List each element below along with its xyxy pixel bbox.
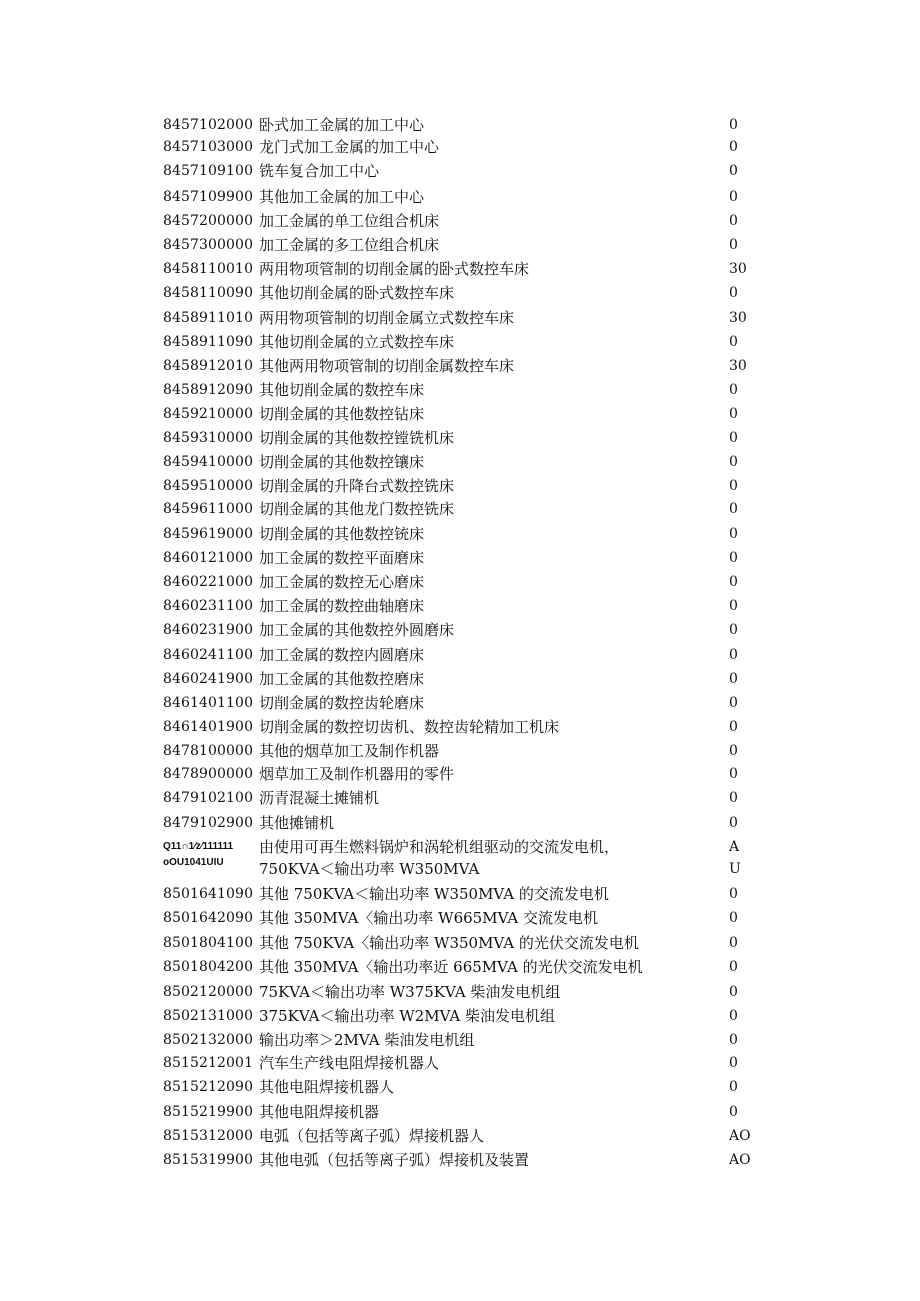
table-row <box>0 1100 920 1124</box>
table-row <box>0 762 920 786</box>
table-row <box>0 786 920 810</box>
row-code: 8457200000 <box>163 213 254 229</box>
row-code: 8458110010 <box>163 261 254 277</box>
row-description: 输出功率＞2MVA 柴油发电机组 <box>259 1031 475 1049</box>
row-description: 其他切削金属的立式数控车床 <box>259 333 455 351</box>
row-description: 烟草加工及制作机器用的零件 <box>259 765 455 783</box>
row-description: 切削金属的其他龙门数控铣床 <box>259 500 455 518</box>
table-row <box>0 1028 920 1052</box>
row-code: 8502120000 <box>163 984 254 1000</box>
row-description: 75KVA＜输出功率 W375KVA 柴油发电机组 <box>259 983 561 1001</box>
table-row <box>0 378 920 402</box>
table-row <box>0 594 920 618</box>
row-description: 其他的烟草加工及制作机器 <box>259 742 440 760</box>
table-row <box>0 354 920 378</box>
row-rate: 0 <box>729 139 738 155</box>
row-description: 加工金属的其他数控磨床 <box>259 670 425 688</box>
table-row <box>0 426 920 450</box>
row-description: 其他 350MVA〈输出功率近 665MVA 的光伏交流发电机 <box>259 958 643 976</box>
table-row <box>0 185 920 209</box>
table-row <box>0 209 920 233</box>
row-code: 8458110090 <box>163 285 254 301</box>
row-rate: 0 <box>729 1104 738 1120</box>
row-rate: 0 <box>729 959 738 975</box>
table-row <box>0 1075 920 1099</box>
row-rate: AO <box>729 1152 751 1168</box>
row-rate: 0 <box>729 719 738 735</box>
row-code: 8515212001 <box>163 1055 254 1071</box>
row-description: 切削金属的数控齿轮磨床 <box>259 694 425 712</box>
table-row <box>0 135 920 159</box>
row-code: 8461401100 <box>163 695 254 711</box>
table-row <box>0 667 920 691</box>
row-code: 8460221000 <box>163 574 254 590</box>
row-description: 其他切削金属的数控车床 <box>259 381 425 399</box>
row-code: 8478900000 <box>163 766 254 782</box>
table-row <box>0 257 920 281</box>
row-description: 375KVA＜输出功率 W2MVA 柴油发电机组 <box>259 1007 555 1025</box>
row-code: 8460121000 <box>163 550 254 566</box>
row-rate: 0 <box>729 550 738 566</box>
row-description: 加工金属的单工位组合机床 <box>259 212 440 230</box>
row-description: 加工金属的数控平面磨床 <box>259 549 425 567</box>
row-rate: 0 <box>729 743 738 759</box>
row-code: 8458911010 <box>163 310 254 326</box>
row-code: 8458912010 <box>163 358 254 374</box>
table-row <box>0 306 920 330</box>
row-rate: 0 <box>729 598 738 614</box>
row-rate: 0 <box>729 790 738 806</box>
row-rate: AO <box>729 1128 751 1144</box>
row-rate: 0 <box>729 935 738 951</box>
row-code: 8457300000 <box>163 237 254 253</box>
row-rate: 0 <box>729 526 738 542</box>
row-code: 8501642090 <box>163 910 254 926</box>
row-description: 切削金属的其他数控钻床 <box>259 405 425 423</box>
row-code: 8515212090 <box>163 1079 254 1095</box>
row-description: 其他摊铺机 <box>259 814 335 832</box>
row-code: 8478100000 <box>163 743 254 759</box>
table-row <box>0 450 920 474</box>
table-row <box>0 402 920 426</box>
row-description: 其他电阻焊接机器 <box>259 1103 380 1121</box>
table-row <box>0 980 920 1004</box>
row-description-line1: 由使用可再生燃料锅炉和涡轮机组驱动的交流发电机， <box>259 838 620 856</box>
row-description: 其他切削金属的卧式数控车床 <box>259 284 455 302</box>
row-rate: 0 <box>729 501 738 517</box>
table-row <box>0 330 920 354</box>
row-description: 加工金属的其他数控外圆磨床 <box>259 621 455 639</box>
row-code: 8460241900 <box>163 671 254 687</box>
table-row <box>0 233 920 257</box>
row-rate: 0 <box>729 815 738 831</box>
row-code-line1: Q11∩1⁄z⁄111111 <box>163 841 234 852</box>
row-description: 加工金属的数控无心磨床 <box>259 573 425 591</box>
row-rate: 30 <box>729 310 747 326</box>
row-code: 8479102900 <box>163 815 254 831</box>
table-row <box>0 474 920 498</box>
row-description: 加工金属的数控内圆磨床 <box>259 646 425 664</box>
table-row <box>0 570 920 594</box>
table-row <box>0 1124 920 1148</box>
table-row <box>0 1148 920 1172</box>
row-rate: 0 <box>729 213 738 229</box>
row-code-line2: oOU1041UIU <box>163 857 224 868</box>
row-rate: 0 <box>729 671 738 687</box>
row-code: 8502132000 <box>163 1032 254 1048</box>
row-rate: 0 <box>729 766 738 782</box>
row-description: 切削金属的其他数控铳床 <box>259 525 425 543</box>
row-rate: 0 <box>729 984 738 1000</box>
row-code: 8515312000 <box>163 1128 254 1144</box>
row-rate: 0 <box>729 647 738 663</box>
table-row <box>0 522 920 546</box>
row-code: 8459510000 <box>163 478 254 494</box>
table-row <box>0 1051 920 1075</box>
row-rate: 0 <box>729 910 738 926</box>
row-description: 切削金属的升降台式数控铣床 <box>259 477 455 495</box>
row-rate: 0 <box>729 695 738 711</box>
table-row <box>0 546 920 570</box>
row-rate-line1: A <box>729 839 740 855</box>
row-code: 8459410000 <box>163 454 254 470</box>
row-rate: 0 <box>729 622 738 638</box>
row-description: 沥青混凝土摊铺机 <box>259 789 380 807</box>
table-row <box>0 618 920 642</box>
row-description: 卧式加工金属的加工中心 <box>259 116 425 134</box>
row-description: 其他两用物项管制的切削金属数控车床 <box>259 357 515 375</box>
row-description: 龙门式加工金属的加工中心 <box>259 138 440 156</box>
row-rate: 0 <box>729 406 738 422</box>
row-description: 加工金属的数控曲轴磨床 <box>259 597 425 615</box>
row-code: 8457102000 <box>163 117 254 133</box>
row-rate: 0 <box>729 1079 738 1095</box>
table-row <box>0 497 920 521</box>
row-rate: 0 <box>729 886 738 902</box>
table-row <box>0 906 920 930</box>
row-rate: 0 <box>729 334 738 350</box>
row-rate: 0 <box>729 1055 738 1071</box>
table-row <box>0 1004 920 1028</box>
row-description <box>259 836 619 880</box>
row-code: 8458911090 <box>163 334 254 350</box>
row-code: 8461401900 <box>163 719 254 735</box>
table-row <box>0 281 920 305</box>
row-description: 其他 750KVA＜输出功率 W350MVA 的交流发电机 <box>259 885 609 903</box>
row-code: 8457109900 <box>163 189 254 205</box>
row-code: 8501804100 <box>163 935 254 951</box>
row-code: 8459611000 <box>163 501 254 517</box>
row-rate: 0 <box>729 454 738 470</box>
table-row <box>0 159 920 183</box>
row-code: 8501641090 <box>163 886 254 902</box>
row-description: 切削金属的其他数控镗铣机床 <box>259 429 455 447</box>
row-code: 8457103000 <box>163 139 254 155</box>
row-description: 切削金属的数控切齿机、数控齿轮精加工机床 <box>259 718 560 736</box>
row-rate: 0 <box>729 1032 738 1048</box>
row-description: 两用物项管制的切削金属的卧式数控车床 <box>259 260 530 278</box>
row-rate-line2: U <box>729 861 741 877</box>
table-row <box>0 836 920 882</box>
row-description: 其他电弧（包括等离子弧）焊接机及装置 <box>259 1151 530 1169</box>
row-rate: 0 <box>729 285 738 301</box>
row-description: 汽车生产线电阻焊接机器人 <box>259 1054 440 1072</box>
row-code: 8460231900 <box>163 622 254 638</box>
table-row <box>0 811 920 835</box>
table-row <box>0 691 920 715</box>
row-rate: 30 <box>729 261 747 277</box>
row-rate: 0 <box>729 478 738 494</box>
row-code: 8460241100 <box>163 647 254 663</box>
row-rate: 0 <box>729 163 738 179</box>
row-code: 8460231100 <box>163 598 254 614</box>
table-row <box>0 715 920 739</box>
row-rate: 30 <box>729 358 747 374</box>
row-rate: 0 <box>729 1008 738 1024</box>
row-code: 8457109100 <box>163 163 254 179</box>
row-description-line2: 750KVA＜输出功率 W350MVA <box>259 860 480 878</box>
row-rate: 0 <box>729 382 738 398</box>
row-rate <box>729 836 741 880</box>
row-code: 8459210000 <box>163 406 254 422</box>
row-rate: 0 <box>729 117 738 133</box>
table-row <box>0 113 920 137</box>
row-description: 电弧（包括等离子弧）焊接机器人 <box>259 1127 485 1145</box>
table-row <box>0 931 920 955</box>
table-row <box>0 739 920 763</box>
row-code <box>163 836 255 871</box>
row-code: 8502131000 <box>163 1008 254 1024</box>
table-row <box>0 955 920 979</box>
row-description: 加工金属的多工位组合机床 <box>259 236 440 254</box>
row-code: 8459310000 <box>163 430 254 446</box>
row-code: 8501804200 <box>163 959 254 975</box>
row-code: 8515319900 <box>163 1152 254 1168</box>
row-rate: 0 <box>729 430 738 446</box>
row-rate: 0 <box>729 574 738 590</box>
row-code: 8479102100 <box>163 790 254 806</box>
row-description: 切削金属的其他数控镶床 <box>259 453 425 471</box>
row-description: 两用物项管制的切削金属立式数控车床 <box>259 309 515 327</box>
row-description: 其他 350MVA〈输出功率 W665MVA 交流发电机 <box>259 909 598 927</box>
row-code: 8458912090 <box>163 382 254 398</box>
row-description: 其他 750KVA〈输出功率 W350MVA 的光伏交流发电机 <box>259 934 639 952</box>
row-rate: 0 <box>729 237 738 253</box>
row-code: 8515219900 <box>163 1104 254 1120</box>
row-description: 其他加工金属的加工中心 <box>259 188 425 206</box>
table-row <box>0 882 920 906</box>
row-rate: 0 <box>729 189 738 205</box>
row-code: 8459619000 <box>163 526 254 542</box>
row-description: 其他电阻焊接机器人 <box>259 1078 395 1096</box>
row-description: 铣车复合加工中心 <box>259 162 380 180</box>
table-row <box>0 643 920 667</box>
